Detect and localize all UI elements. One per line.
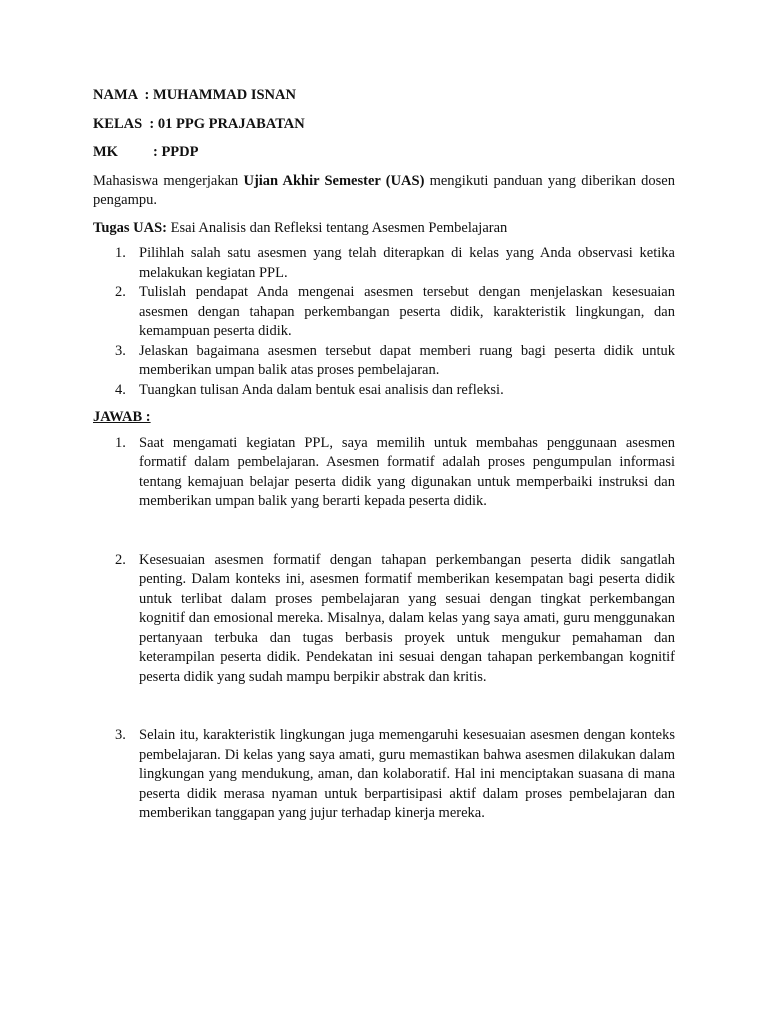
list-item: [93, 283, 675, 342]
answer-list: [93, 434, 675, 824]
list-number: 3.: [115, 727, 126, 743]
list-item: [93, 244, 675, 283]
header-mk-value: : PPDP: [153, 144, 199, 160]
header-mk-label: MK: [93, 144, 118, 160]
intro-paragraph: [93, 172, 675, 211]
header-mk: [93, 143, 675, 163]
tugas-label: Tugas UAS:: [93, 219, 168, 236]
tugas-line: [93, 219, 675, 239]
intro-text-1: Mahasiswa mengerjakan: [93, 172, 244, 189]
header-kelas: KELAS : 01 PPG PRAJABATAN: [93, 115, 305, 132]
list-text: Saat mengamati kegiatan PPL, saya memilih untuk membahas penggunaan asesmen formatif dalam pembelajaran. Asesmen formatif adalah proses pengumpulan informasi tentang kemajuan belajar peserta didik yang digunakan untuk memperbaiki instruksi dan memberikan umpan balik yang berarti kepada peserta didik.: [139, 434, 675, 509]
intro-text-2: mengikuti panduan yang diberikan dosen pengampu.: [93, 172, 675, 208]
document-page: [93, 86, 675, 863]
list-item: [93, 434, 675, 512]
list-item: [93, 342, 675, 381]
list-text: Tuangkan tulisan Anda dalam bentuk esai analisis dan refleksi.: [139, 381, 504, 398]
list-item: [93, 726, 675, 824]
task-list: [93, 244, 675, 400]
header-nama: NAMA : MUHAMMAD ISNAN: [93, 87, 296, 103]
list-text: Selain itu, karakteristik lingkungan juga memengaruhi kesesuaian asesmen dengan konteks pembelajaran. Di kelas yang saya amati, guru memastikan bahwa asesmen dilakukan dalam lingkungan yang mendukung, aman, dan kolaboratif. Hal ini menciptakan suasana di mana peserta didik merasa nyaman untuk berpartisipasi aktif dalam proses pembelajaran dan memberikan tanggapan yang jujur terhadap kinerja mereka.: [139, 727, 675, 821]
list-number: 2.: [115, 551, 126, 568]
intro-bold: Ujian Akhir Semester (UAS): [243, 172, 425, 189]
list-text: Jelaskan bagaimana asesmen tersebut dapat memberi ruang bagi peserta didik untuk memberikan umpan balik atas proses pembelajaran.: [139, 342, 675, 378]
list-text: Pilihlah salah satu asesmen yang telah diterapkan di kelas yang Anda observasi ketika melakukan kegiatan PPL.: [139, 245, 675, 281]
list-number: 2.: [115, 284, 126, 300]
list-number: 4.: [115, 381, 126, 398]
list-text: Kesesuaian asesmen formatif dengan tahapan perkembangan peserta didik sangatlah penting. Dalam konteks ini, asesmen formatif memberikan kesempatan bagi peserta didik untuk terlibat dalam proses pembelajaran yang sesuai dengan tingkat perkembangan kognitif dan emosional mereka. Misalnya, dalam kelas yang saya amati, guru menggunakan pertanyaan terbuka dan tugas berbasis proyek untuk mengukur pemahaman dan keterampilan peserta didik. Pendekatan ini sesuai dengan tahapan perkembangan kognitif peserta didik yang sudah mampu berpikir abstrak dan kritis.: [139, 551, 675, 685]
list-item: [93, 381, 675, 401]
list-number: 1.: [115, 434, 126, 451]
list-text: Tulislah pendapat Anda mengenai asesmen tersebut dengan menjelaskan kesesuaian asesmen dengan tahapan perkembangan peserta didik, karakteristik lingkungan, dan kemampuan peserta didik.: [139, 284, 675, 339]
list-item: [93, 551, 675, 688]
list-number: 1.: [115, 245, 126, 261]
list-number: 3.: [115, 342, 126, 359]
jawab-heading: JAWAB :: [93, 409, 151, 425]
tugas-text: Esai Analisis dan Refleksi tentang Asesmen Pembelajaran: [167, 219, 508, 236]
